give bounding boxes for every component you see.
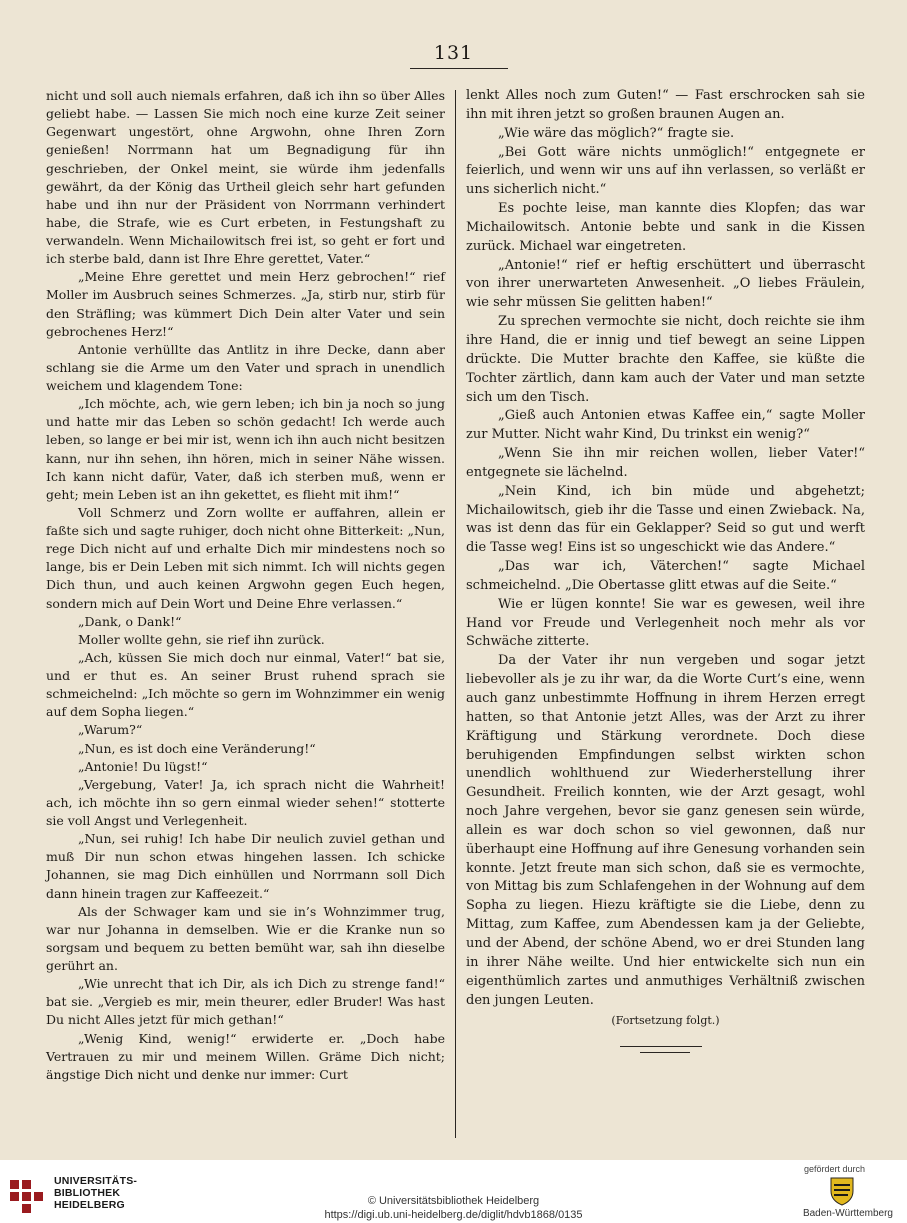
left-column bbox=[46, 87, 445, 1084]
right-column bbox=[466, 87, 865, 1031]
paragraph: „Antonie! Du lügst!“ bbox=[78, 758, 208, 774]
paragraph: „Wie wäre das möglich?“ fragte sie. bbox=[498, 125, 735, 141]
paragraph: Antonie verhüllte das Antlitz in ihre Decke, dann aber schlang sie die Arme um den Vater und sprach in unendlich weichem und klagendem Tone: bbox=[46, 341, 445, 393]
paragraph: „Ach, küssen Sie mich doch nur einmal, Vater!“ bat sie, und er thut es. An seiner Brust ruhend sprach sie schmeichelnd: „Ich möchte so gern im Wohnzimmer ein wenig auf dem Sopha liegen.“ bbox=[46, 649, 445, 720]
paragraph: „Nun, es ist doch eine Veränderung!“ bbox=[78, 740, 316, 756]
paragraph: „Gieß auch Antonien etwas Kaffee ein,“ sagte Moller zur Mutter. Nicht wahr Kind, Du trinkst ein wenig?“ bbox=[466, 408, 865, 443]
viewer-footer bbox=[0, 1160, 907, 1223]
paragraph: nicht und soll auch niemals erfahren, daß ich ihn so über Alles geliebt habe. — Lassen Sie mich noch eine kurze Zeit seiner Gegenwart ungestört, ohne Argwohn, ohne Ihren Zorn genießen! Norrmann hat um Begnadigung für ihn geschrieben, der Onkel meint, sie würde ihm jedenfalls gewährt, da der König das Urtheil gleich sehr hart gefunden habe und ihn nur der Präsident von Norrmann verhindert habe, die Strafe, wie es Curt erbeten, in Festungshaft zu verwandeln. Wenn Michailowitsch frei ist, so geht er fort und ich sterbe bald, dann ist Ihre Ehre gerettet, Vater.“ bbox=[46, 88, 445, 267]
coat-of-arms-icon bbox=[828, 1176, 856, 1206]
paragraph: Voll Schmerz und Zorn wollte er auffahren, allein er faßte sich und sagte ruhiger, doch nicht ohne Bitterkeit: „Nun, rege Dich nicht auf und erhalte Dich mir mindestens noch so lange, bis er Dein Leben mit sich nimmt. Ich will nichts gegen Dich thun, und auch keinen Argwohn gegen Euch hegen, sondern mich auf Dein Wort und Deine Ehre verlassen.“ bbox=[46, 504, 445, 611]
paragraph: „Wenn Sie ihn mir reichen wollen, lieber Vater!“ entgegnete sie lächelnd. bbox=[466, 446, 865, 480]
paragraph: „Dank, o Dank!“ bbox=[78, 613, 182, 629]
header-rule bbox=[410, 68, 508, 69]
permalink[interactable]: https://digi.ub.uni-heidelberg.de/diglit/hdvb1868/0135 bbox=[324, 1209, 583, 1221]
paragraph: „Das war ich, Väterchen!“ sagte Michael schmeichelnd. „Die Obertasse glitt etwas auf die Seite.“ bbox=[466, 559, 865, 593]
institution-line-2: BIBLIOTHEK bbox=[54, 1187, 121, 1199]
paragraph: „Nein Kind, ich bin müde und abgehetzt; Michailowitsch, gieb ihr die Tasse und einen Zwieback. Na, was ist denn das für ein Geklapper? Seid so gut und werft die Tasse weg! Eins ist so ungeschickt wie das Andere.“ bbox=[466, 483, 865, 556]
institution-line-3: HEIDELBERG bbox=[54, 1199, 125, 1211]
paragraph: lenkt Alles noch zum Guten!“ — Fast erschrocken sah sie ihn mit ihren jetzt so großen braunen Augen an. bbox=[466, 88, 865, 122]
paragraph: Wie er lügen konnte! Sie war es gewesen, weil ihre Hand vor Freude und Verlegenheit noch mehr als vor Schwäche zitterte. bbox=[466, 596, 865, 650]
paragraph: „Meine Ehre gerettet und mein Herz gebrochen!“ rief Moller im Ausbruch seines Schmerzes. „Ja, stirb nur, stirb für den Sträfling; was kümmert Dich Dein alter Vater und sein gebrochenes Herz!“ bbox=[46, 269, 445, 339]
paragraph: Da der Vater ihr nun vergeben und sogar jetzt liebevoller als je zu ihr war, da die Worte Curt’s eine, wenn auch ganz unbestimmte Hoffnung in ihrem Herzen erregt hatten, so that Antonie jetzt Alles, was der Arzt zu ihrer Kräftigung und Stärkung verordnete. Doch diese beruhigenden Empfindungen selbst wirkten schon unendlich wohlthuend zur Wiederherstellung ihrer Gesundheit. Freilich konnten, wie der Arzt gesagt, wohl noch Jahre vergehen, bevor sie ganz genesen sein würde, allein es war doch schon so viel gewonnen, daß nur überhaupt eine Hoffnung auf ihre Genesung vorhanden sein konnte. Jetzt freute man sich schon, daß sie es vermochte, von Mittag bis zum Schlafengehen in der Wohnung auf dem Sopha zu liegen. Hiezu kräftigte sie die Liebe, denn zu Mittag, zum Kaffee, zum Abendessen kam ja der Geliebte, und der Abend, der schöne Abend, wo er drei Stunden lang in ihrer Nähe weilte. Und hier entwickelte sich nun ein eigenthümlich zartes und anmuthiges Verhältniß zwischen den jungen Leuten. bbox=[466, 653, 865, 1008]
page-number: 131 bbox=[433, 42, 474, 64]
end-rule bbox=[620, 1046, 702, 1047]
paragraph: Es pochte leise, man kannte dies Klopfen; das war Michailowitsch. Antonie bebte und sank in die Kissen zurück. Michael war eingetreten. bbox=[466, 201, 865, 254]
paragraph: „Nun, sei ruhig! Ich habe Dir neulich zuviel gethan und muß Dir nun schon etwas hingehen lassen. Ich schicke Johannen, sie mag Dich einhüllen und Norrmann soll Dich dann hinein tragen zur Kaffeezeit.“ bbox=[46, 831, 445, 901]
paragraph: „Vergebung, Vater! Ja, ich sprach nicht die Wahrheit! ach, ich möchte ihn so gern einmal wieder sehen!“ stotterte sie voll Angst und Verlegenheit. bbox=[46, 776, 445, 828]
paragraph: „Antonie!“ rief er heftig erschüttert und überrascht von ihrer unerwarteten Anwesenheit. „O liebes Fräulein, wie sehr müssen Sie gelitten haben!“ bbox=[466, 257, 865, 311]
paragraph: „Wie unrecht that ich Dir, als ich Dich zu strenge fand!“ bat sie. „Vergieb es mir, mein theurer, edler Bruder! Was hast Du nicht Alles jetzt für mich gethan!“ bbox=[46, 976, 445, 1028]
continuation-note: (Fortsetzung folgt.) bbox=[611, 1014, 720, 1028]
copyright-text: © Universitätsbibliothek Heidelberg bbox=[367, 1195, 540, 1207]
paragraph: Als der Schwager kam und sie in’s Wohnzimmer trug, war nur Johanna in demselben. Wie er die Kranke nun so sorgsam und bequem zu betten bemüht war, sah ihn dieselbe gerührt an. bbox=[46, 903, 445, 973]
paragraph: Zu sprechen vermochte sie nicht, doch reichte sie ihm ihre Hand, die er innig und tief bewegt an seine Lippen drückte. Die Mutter brachte den Kaffee, sie küßte die Tochter zärtlich, dann kam auch der Vater und man setzte sich um den Tisch. bbox=[466, 314, 865, 405]
funder-name: Baden-Württemberg bbox=[802, 1208, 893, 1219]
paragraph: „Wenig Kind, wenig!“ erwiderte er. „Doch habe Vertrauen zu mir und meinem Willen. Gräme Dich nicht; ängstige Dich nicht und denke nur immer: Curt bbox=[46, 1030, 445, 1082]
end-rule-short bbox=[640, 1052, 690, 1053]
paragraph: „Ich möchte, ach, wie gern leben; ich bin ja noch so jung und hatte mir das Leben so schön gedacht! Ich werde auch leben, so lange er bei mir ist, wenn ich ihn auch nicht besitzen kann, nur ihn sehen, ihn hören, mich in seiner Nähe wissen. Ich kann nicht dafür, Vater, daß ich sterben muß, wenn er geht; mein Leben ist an ihn gekettet, es flieht mit ihm!“ bbox=[46, 396, 445, 502]
column-separator bbox=[455, 90, 456, 1138]
institution-line-1: UNIVERSITÄTS- bbox=[54, 1175, 138, 1187]
paragraph: „Warum?“ bbox=[78, 722, 143, 738]
paragraph: „Bei Gott wäre nichts unmöglich!“ entgegnete er feierlich, und wenn wir uns auf ihn verlassen, so verläßt er uns sicherlich nicht.“ bbox=[466, 144, 865, 198]
paragraph: Moller wollte gehn, sie rief ihn zurück. bbox=[78, 631, 325, 647]
funder-label: gefördert durch bbox=[803, 1164, 865, 1174]
